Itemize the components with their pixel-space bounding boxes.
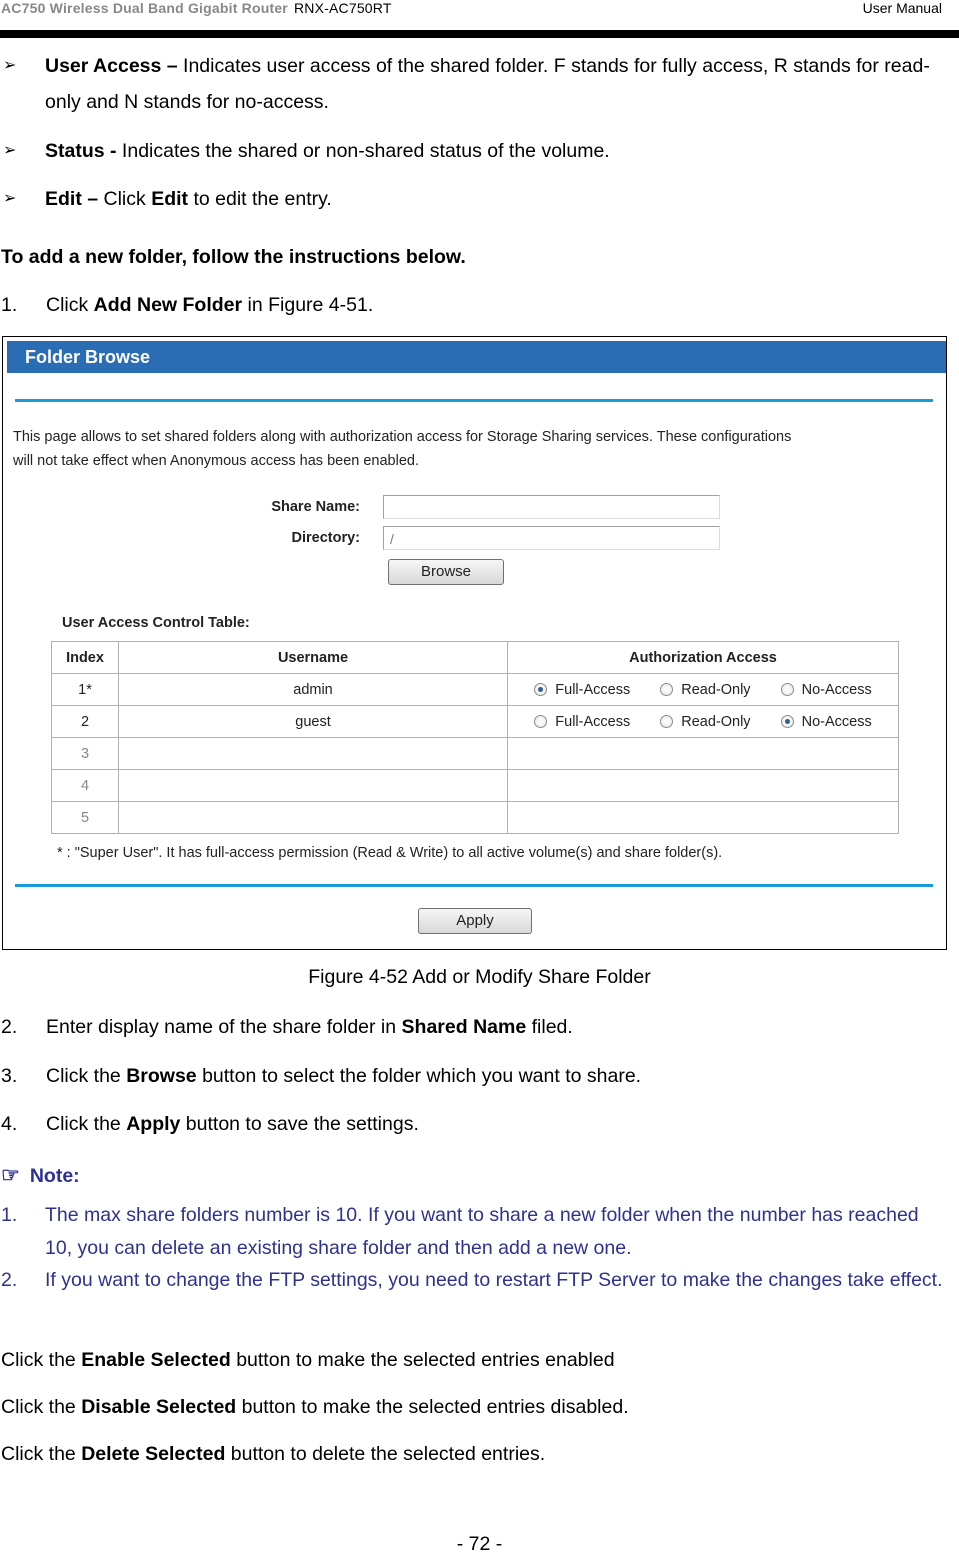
browse-button[interactable]: Browse xyxy=(388,559,504,585)
row-access xyxy=(508,706,899,738)
table-row xyxy=(52,738,899,770)
table-row xyxy=(52,706,899,738)
note-item: 2. If you want to change the FTP settings, you need to restart FTP Server to make the changes take effect. xyxy=(1,1269,943,1291)
table-row xyxy=(52,770,899,802)
note-item: 1. The max share folders number is 10. If you want to share a new folder when the number has reached 10, you can delete an existing share folder and then add a new one. xyxy=(1,1204,919,1259)
column-header: Username xyxy=(119,642,508,674)
figure-bottom-rule xyxy=(15,884,933,887)
row-username xyxy=(119,738,508,770)
row-index: 3 xyxy=(52,738,119,770)
table-row xyxy=(52,674,899,706)
radio-icon[interactable] xyxy=(534,715,547,728)
directory-label: Directory: xyxy=(291,530,360,546)
figure-description: This page allows to set shared folders along with authorization access for Storage Sharing services. These configurations will not take effect when Anonymous access has been enabled. xyxy=(13,429,792,469)
figure-title: Folder Browse xyxy=(7,341,946,373)
row-access xyxy=(508,674,899,706)
row-username: guest xyxy=(119,706,508,738)
pointing-hand-icon: ☞ xyxy=(1,1164,20,1187)
access-option-none[interactable]: No-Access xyxy=(781,682,872,698)
subheading: To add a new folder, follow the instructions below. xyxy=(1,246,466,268)
access-option-full[interactable]: Full-Access xyxy=(534,682,630,698)
apply-button[interactable]: Apply xyxy=(418,908,532,934)
enable-selected-text: Click the Enable Selected button to make the selected entries enabled xyxy=(1,1349,615,1371)
row-index: 1* xyxy=(52,674,119,706)
figure-top-rule xyxy=(15,399,933,402)
row-index: 4 xyxy=(52,770,119,802)
column-header: Index xyxy=(52,642,119,674)
radio-icon[interactable] xyxy=(660,683,673,696)
radio-icon[interactable] xyxy=(781,683,794,696)
access-option-full[interactable]: Full-Access xyxy=(534,714,630,730)
note-heading: ☞ Note: xyxy=(1,1164,80,1187)
share-name-label: Share Name: xyxy=(271,499,360,515)
figure-caption: Figure 4-52 Add or Modify Share Folder xyxy=(308,966,651,988)
arrow-bullet-icon: ➢ xyxy=(3,190,17,207)
radio-selected-icon[interactable] xyxy=(781,715,794,728)
directory-input[interactable]: / xyxy=(383,526,720,550)
access-option-read[interactable]: Read-Only xyxy=(660,682,750,698)
header-product: AC750 Wireless Dual Band Gigabit Router RNX-AC750RT xyxy=(1,0,392,16)
user-access-table xyxy=(51,641,899,834)
table-row xyxy=(52,802,899,834)
super-user-footnote: * : "Super User". It has full-access permission (Read & Write) to all active volume(s) and share folder(s). xyxy=(57,845,723,861)
access-option-none[interactable]: No-Access xyxy=(781,714,872,730)
disable-selected-text: Click the Disable Selected button to make the selected entries disabled. xyxy=(1,1396,629,1418)
radio-icon[interactable] xyxy=(660,715,673,728)
row-username xyxy=(119,802,508,834)
header-manual: User Manual xyxy=(862,0,942,16)
row-access xyxy=(508,738,899,770)
delete-selected-text: Click the Delete Selected button to delete the selected entries. xyxy=(1,1443,546,1465)
row-username xyxy=(119,770,508,802)
folder-browse-figure xyxy=(2,336,947,950)
header-model: RNX-AC750RT xyxy=(293,0,392,16)
column-header: Authorization Access xyxy=(508,642,899,674)
row-username: admin xyxy=(119,674,508,706)
share-name-input[interactable] xyxy=(383,495,720,519)
page-header xyxy=(0,0,959,40)
row-access xyxy=(508,802,899,834)
access-option-read[interactable]: Read-Only xyxy=(660,714,750,730)
header-rule xyxy=(0,30,959,38)
row-index: 2 xyxy=(52,706,119,738)
arrow-bullet-icon: ➢ xyxy=(3,142,17,159)
radio-selected-icon[interactable] xyxy=(534,683,547,696)
user-access-table-title: User Access Control Table: xyxy=(62,615,250,631)
row-access xyxy=(508,770,899,802)
page-number: - 72 - xyxy=(456,1533,503,1555)
arrow-bullet-icon: ➢ xyxy=(3,57,17,74)
row-index: 5 xyxy=(52,802,119,834)
table-header-row xyxy=(52,642,899,674)
